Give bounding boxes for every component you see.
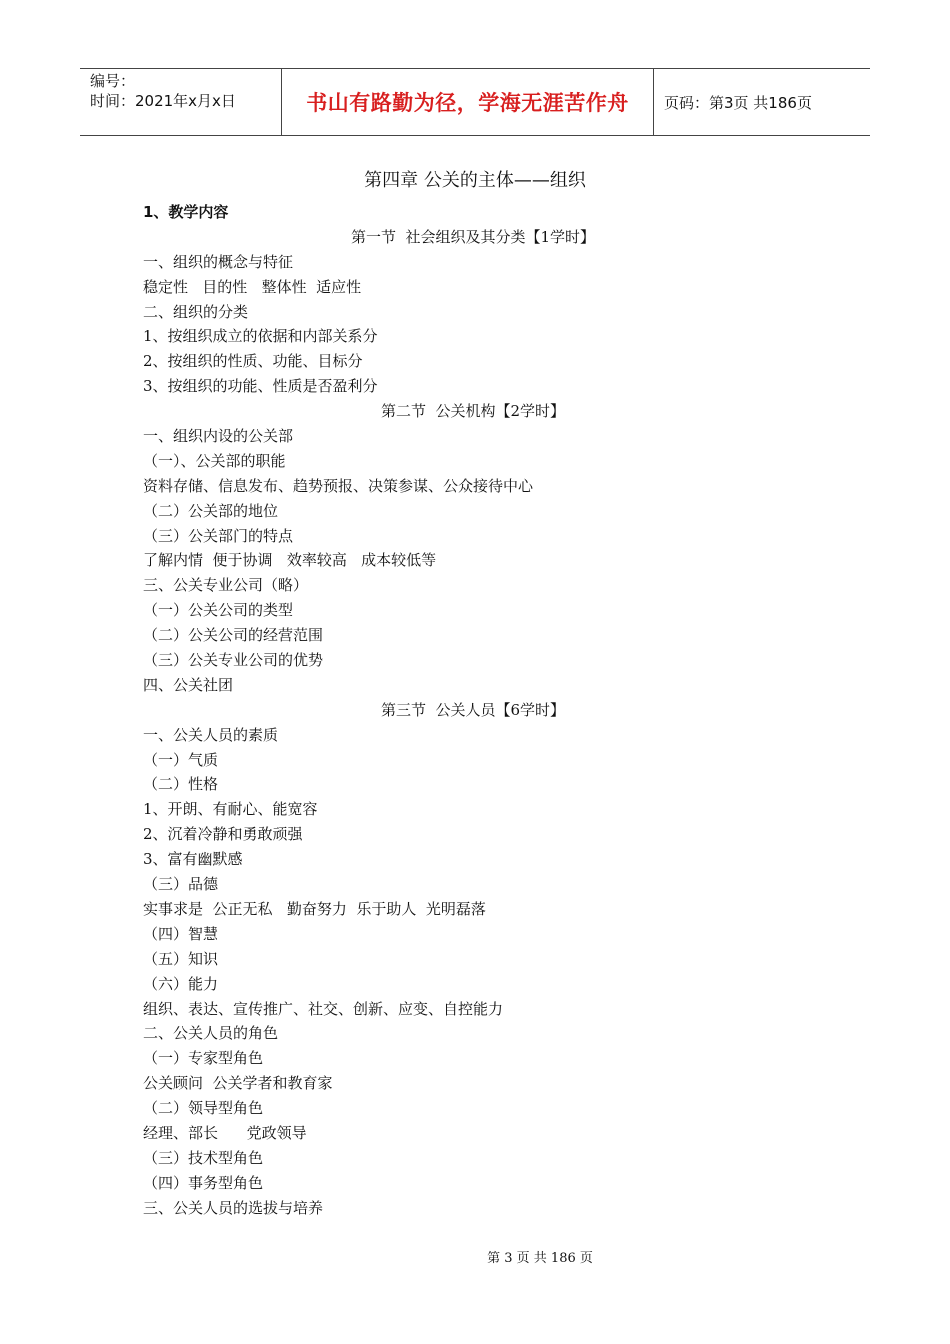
text-line: 一、公关人员的素质 bbox=[143, 725, 279, 744]
text-line: 三、公关人员的选拔与培养 bbox=[143, 1198, 324, 1217]
text-line: 2、沉着冷静和勇敢顽强 bbox=[143, 825, 303, 844]
text-line: 1、按组织成立的依据和内部关系分 bbox=[143, 327, 378, 346]
text-line: （二）公关公司的经营范围 bbox=[143, 626, 324, 645]
section-heading: 第二节 公关机构【2学时】 bbox=[380, 402, 566, 421]
page-footer bbox=[0, 1247, 950, 1266]
code-label: 编号： bbox=[90, 72, 136, 90]
text-line: （三）品德 bbox=[143, 875, 219, 894]
text-line: 二、组织的分类 bbox=[143, 302, 249, 321]
page-header bbox=[80, 68, 870, 136]
text-line: 3、按组织的功能、性质是否盈利分 bbox=[143, 377, 378, 396]
text-line: 二、公关人员的角色 bbox=[143, 1024, 279, 1043]
header-motto: 书山有路勤为径，学海无涯苦作舟 bbox=[282, 69, 654, 135]
text-line: 3、富有幽默感 bbox=[143, 850, 243, 869]
chapter-title: 第四章 公关的主体——组织 bbox=[364, 170, 586, 191]
header-page-label: 页码：第3页 共186页 bbox=[664, 93, 812, 112]
text-line: 资料存储、信息发布、趋势预报、决策参谋、公众接待中心 bbox=[143, 476, 534, 495]
text-line: （一）专家型角色 bbox=[143, 1049, 264, 1068]
document-body bbox=[143, 200, 803, 1221]
text-line: 公关顾问 公关学者和教育家 bbox=[143, 1074, 333, 1093]
text-line: （六）能力 bbox=[143, 974, 219, 993]
text-line: （三）技术型角色 bbox=[143, 1148, 264, 1167]
section-heading: 第三节 公关人员【6学时】 bbox=[380, 700, 566, 719]
text-line: （四）事务型角色 bbox=[143, 1173, 264, 1192]
footer-page-number: 第 3 页 共 186 页 bbox=[487, 1251, 593, 1266]
text-line: （四）智慧 bbox=[143, 924, 219, 943]
text-line: （一）、公关部的职能 bbox=[143, 451, 286, 470]
text-line: （五）知识 bbox=[143, 949, 219, 968]
text-line: 2、按组织的性质、功能、目标分 bbox=[143, 352, 363, 371]
text-line: （二）性格 bbox=[143, 775, 219, 794]
text-line: （二）公关部的地位 bbox=[143, 501, 279, 520]
text-line: 实事求是 公正无私 勤奋努力 乐于助人 光明磊落 bbox=[143, 899, 486, 918]
text-line: （三）公关部门的特点 bbox=[143, 526, 294, 545]
text-line: 一、组织内设的公关部 bbox=[143, 427, 294, 446]
text-line: 组织、表达、宣传推广、社交、创新、应变、自控能力 bbox=[143, 999, 504, 1018]
header-left-cell bbox=[80, 69, 282, 135]
section-heading: 第一节 社会组织及其分类【1学时】 bbox=[350, 227, 596, 246]
text-line: 经理、部长 党政领导 bbox=[143, 1123, 307, 1142]
content-heading: 1、教学内容 bbox=[143, 203, 229, 221]
text-line: （一）气质 bbox=[143, 750, 219, 769]
text-line: （二）领导型角色 bbox=[143, 1099, 264, 1118]
text-line: 一、组织的概念与特征 bbox=[143, 252, 294, 271]
text-line: 三、公关专业公司（略） bbox=[143, 576, 309, 595]
text-line: 稳定性 目的性 整体性 适应性 bbox=[143, 277, 362, 296]
text-line: （一）公关公司的类型 bbox=[143, 601, 294, 620]
time-label: 时间：2021年x月x日 bbox=[90, 92, 236, 110]
text-line: 1、开朗、有耐心、能宽容 bbox=[143, 800, 318, 819]
text-line: （三）公关专业公司的优势 bbox=[143, 651, 324, 670]
text-line: 四、公关社团 bbox=[143, 675, 234, 694]
text-line: 了解内情 便于协调 效率较高 成本较低等 bbox=[143, 551, 437, 570]
